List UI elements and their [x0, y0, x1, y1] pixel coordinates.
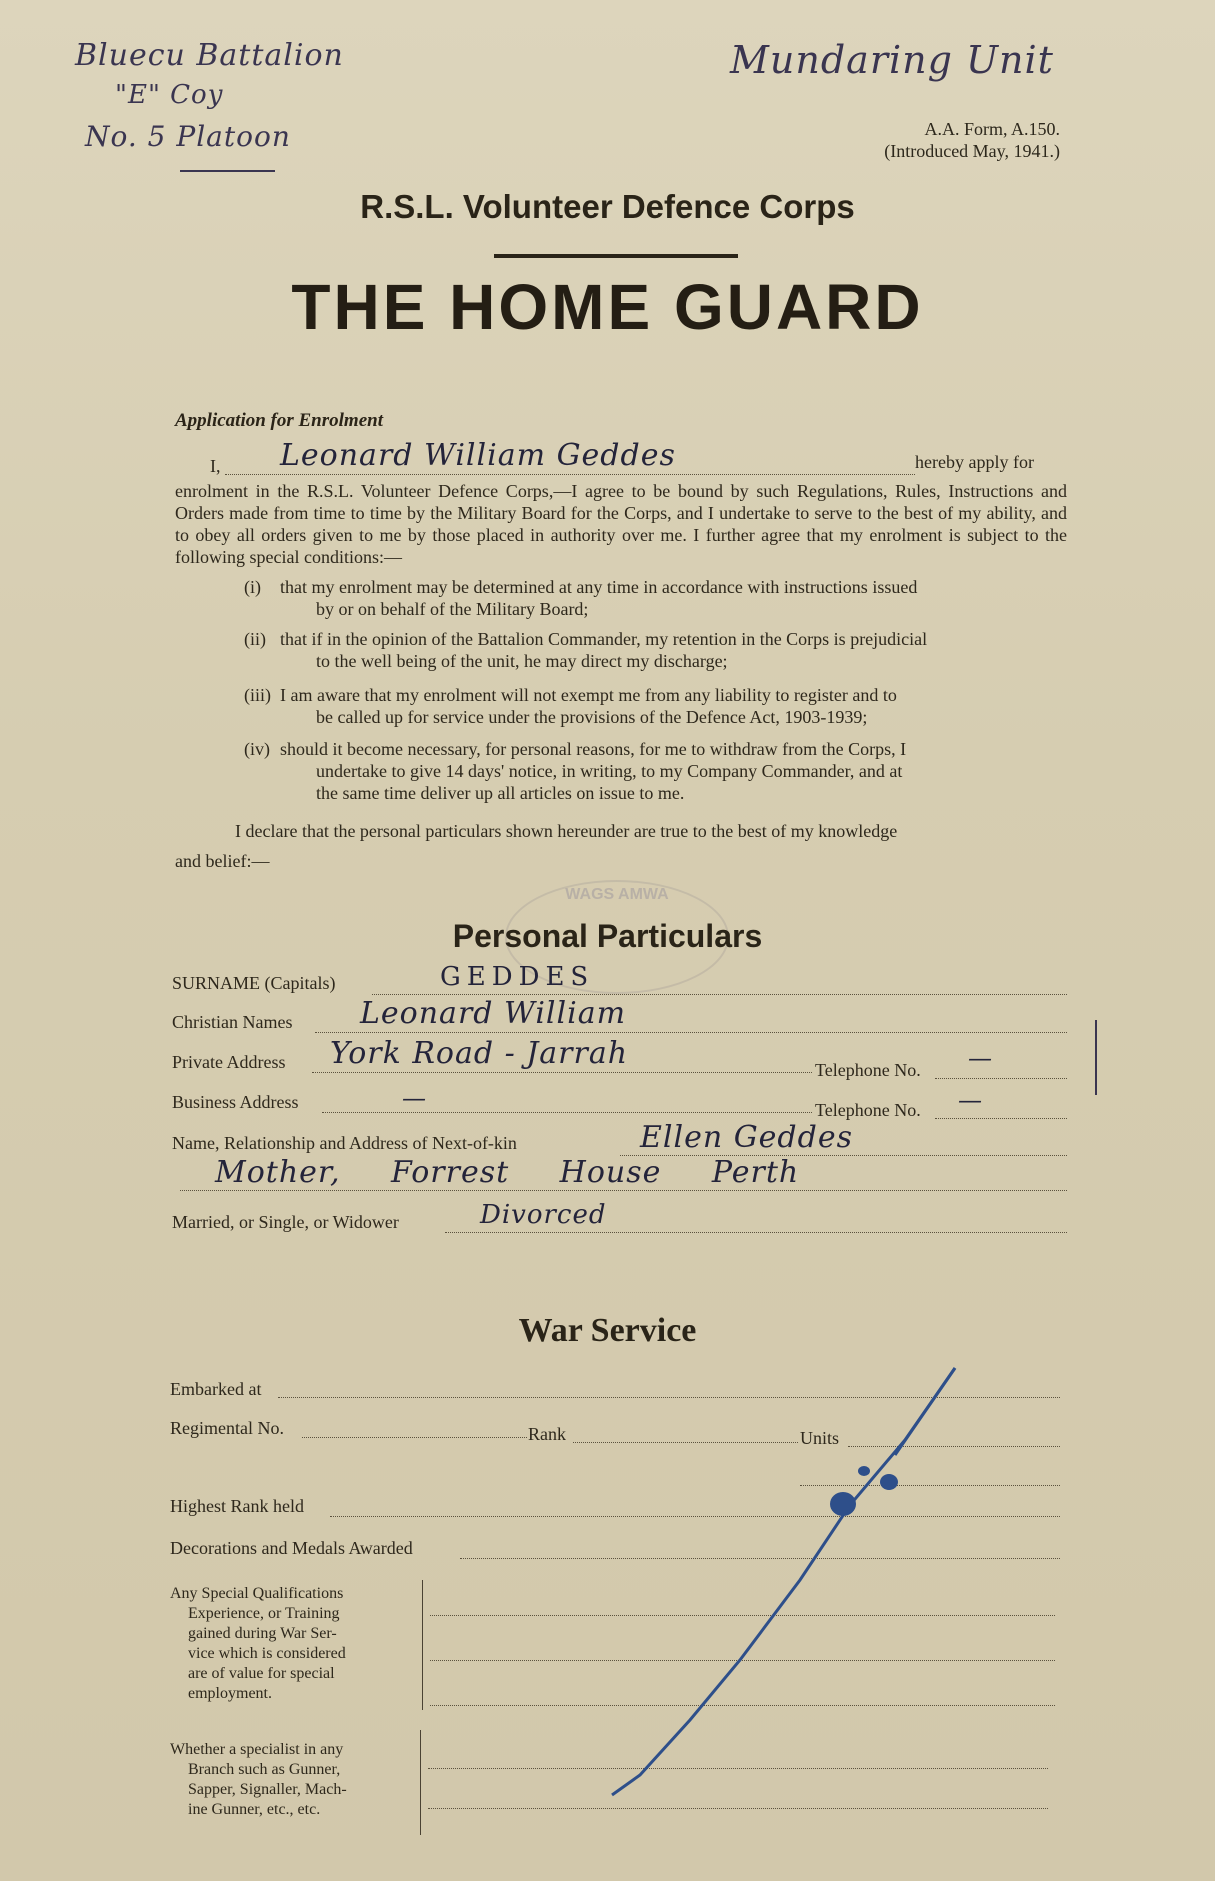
condition-text: to the well being of the unit, he may direct my discharge; — [316, 651, 728, 671]
ink-blot — [858, 1466, 870, 1476]
margin-mark — [1095, 1020, 1097, 1095]
condition-text: by or on behalf of the Military Board; — [316, 599, 589, 619]
condition-number: (iv) — [244, 739, 270, 759]
rank-label: Rank — [528, 1424, 566, 1444]
special-qualifications-line: employment. — [188, 1685, 272, 1702]
private-address-value: York Road - Jarrah — [330, 1036, 629, 1071]
hereby-apply-text: hereby apply for — [915, 452, 1034, 472]
surname-label: SURNAME (Capitals) — [172, 973, 336, 993]
personal-particulars-heading: Personal Particulars — [452, 918, 763, 954]
annotation-company: "E" Coy — [115, 80, 224, 110]
christian-names-label: Christian Names — [172, 1012, 293, 1032]
specialist-line: Sapper, Signaller, Mach- — [188, 1781, 347, 1798]
application-paragraph: enrolment in the R.S.L. Volunteer Defence Corps,—I agree to be bound by such Regulations, Rules, Instructions and Orders made from time to time by the Military Board for the Corps, and I undertake to serve to the best of my ability, and to obey all orders given to me by those placed in authority over me. I further agree that my enrolment is subject to the following special conditions:— — [175, 481, 1067, 567]
telephone-label: Telephone No. — [815, 1060, 921, 1080]
condition-text: undertake to give 14 days' notice, in writing, to my Company Commander, and at — [316, 761, 903, 781]
highest-rank-label: Highest Rank held — [170, 1496, 304, 1516]
telephone-value: — — [968, 1044, 993, 1072]
decorations-label: Decorations and Medals Awarded — [170, 1538, 413, 1558]
specialist-line: Branch such as Gunner, — [188, 1761, 341, 1778]
specialist-line: ine Gunner, etc., etc. — [188, 1801, 321, 1818]
telephone-value-2: — — [958, 1086, 983, 1114]
christian-names-value: Leonard William — [360, 996, 627, 1031]
condition-number: (ii) — [244, 629, 266, 649]
condition-text: should it become necessary, for personal reasons, for me to withdraw from the Corps, I — [280, 739, 907, 759]
surname-value: GEDDES — [440, 962, 595, 992]
declaration-line-1: I declare that the personal particulars shown hereunder are true to the best of my knowledge — [235, 821, 898, 841]
blue-strike-line — [612, 1368, 955, 1795]
annotation-unit: Mundaring Unit — [730, 38, 1054, 82]
marital-status-label: Married, or Single, or Widower — [172, 1212, 399, 1232]
special-qualifications-line: Any Special Qualifications — [170, 1585, 344, 1602]
business-address-value: — — [402, 1084, 427, 1112]
declaration-line-2: and belief:— — [175, 851, 270, 871]
units-label: Units — [800, 1428, 840, 1448]
form-introduced-date: (Introduced May, 1941.) — [884, 141, 1060, 161]
special-qualifications-line: gained during War Ser- — [188, 1625, 337, 1642]
special-qualifications-line: vice which is considered — [188, 1645, 346, 1662]
condition-number: (iii) — [244, 685, 271, 705]
i-label: I, — [210, 456, 221, 476]
ink-blot — [830, 1492, 856, 1516]
condition-text: I am aware that my enrolment will not exempt me from any liability to register and to — [280, 685, 897, 705]
page-title: THE HOME GUARD — [291, 271, 924, 343]
telephone-label-2: Telephone No. — [815, 1100, 921, 1120]
condition-text: be called up for service under the provisions of the Defence Act, 1903-1939; — [316, 707, 868, 727]
organisation-title: R.S.L. Volunteer Defence Corps — [360, 188, 855, 225]
embarked-label: Embarked at — [170, 1379, 262, 1399]
form-number: A.A. Form, A.150. — [924, 119, 1060, 139]
condition-text: that if in the opinion of the Battalion Commander, my retention in the Corps is prejudicial — [280, 629, 928, 649]
annotation-platoon: No. 5 Platoon — [85, 120, 291, 153]
regimental-no-label: Regimental No. — [170, 1418, 284, 1438]
condition-number: (i) — [244, 577, 261, 597]
specialist-line: Whether a specialist in any — [170, 1741, 344, 1758]
special-qualifications-line: are of value for special — [188, 1665, 335, 1682]
next-of-kin-name: Ellen Geddes — [640, 1120, 853, 1155]
applicant-name: Leonard William Geddes — [280, 438, 676, 473]
annotation-battalion: Bluecu Battalion — [75, 38, 344, 73]
business-address-label: Business Address — [172, 1092, 299, 1112]
next-of-kin-address: Mother, Forrest House Perth — [215, 1155, 800, 1190]
condition-text: the same time deliver up all articles on issue to me. — [316, 783, 685, 803]
private-address-label: Private Address — [172, 1052, 286, 1072]
war-service-heading: War Service — [518, 1312, 697, 1349]
application-heading: Application for Enrolment — [175, 410, 383, 431]
condition-text: that my enrolment may be determined at any time in accordance with instructions issued — [280, 577, 918, 597]
marital-status-value: Divorced — [480, 1200, 607, 1230]
special-qualifications-line: Experience, or Training — [188, 1605, 340, 1622]
next-of-kin-label: Name, Relationship and Address of Next-of-kin — [172, 1133, 517, 1153]
blue-strike-upper — [895, 1368, 955, 1455]
ink-blot — [880, 1474, 898, 1490]
stamp-text: WAGS AMWA — [565, 886, 669, 903]
